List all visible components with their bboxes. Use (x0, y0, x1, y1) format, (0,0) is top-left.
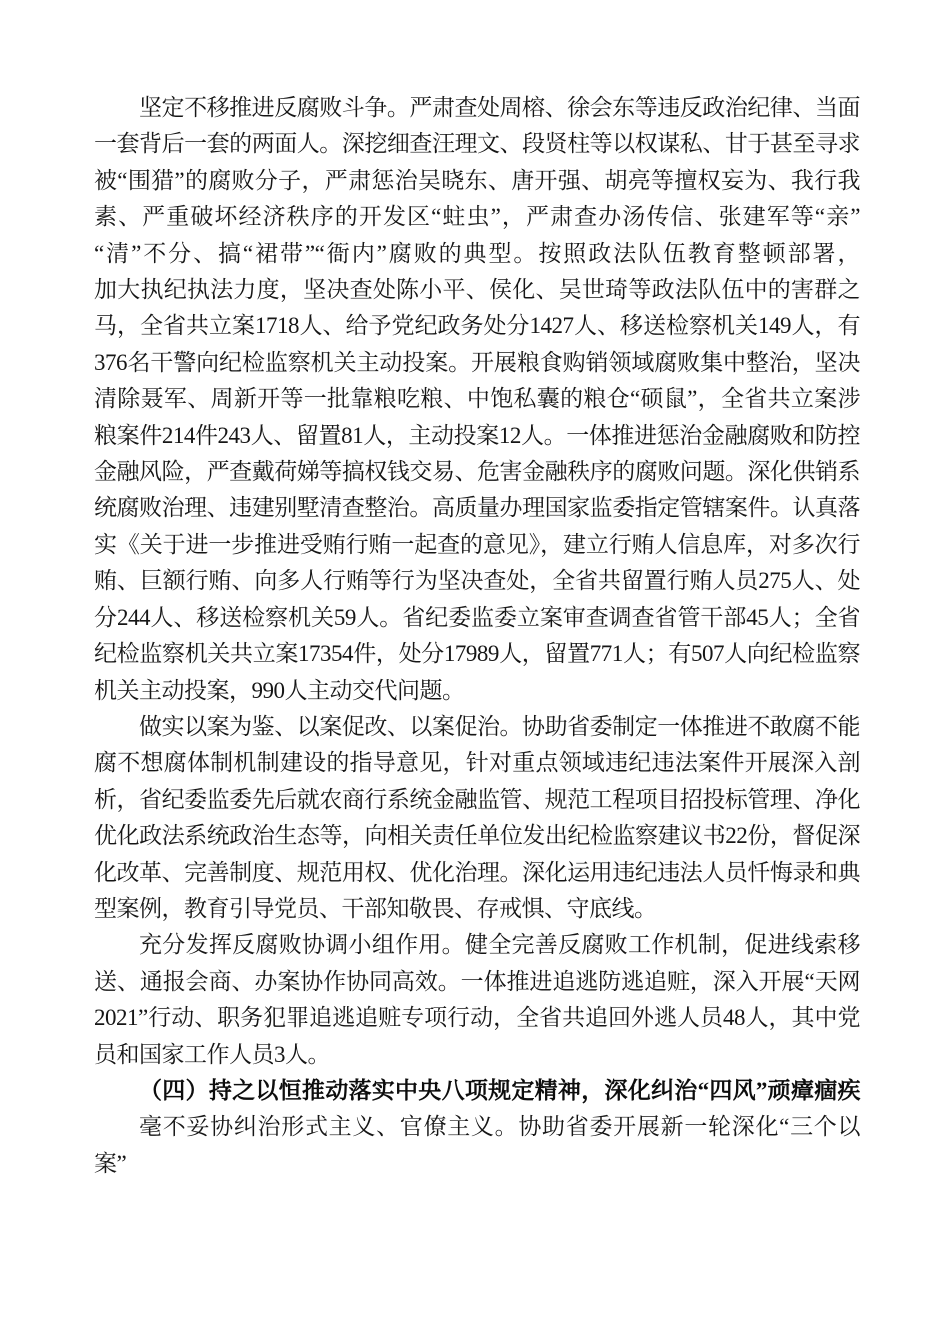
paragraph-line: 清除聂军、周新开等一批靠粮吃粮、中饱私囊的粮仓“硕鼠”，全省共立案涉 (94, 386, 860, 412)
paragraph-line: 实《关于进一步推进受贿行贿一起查的意见》，建立行贿人信息库，对多次行 (94, 531, 860, 557)
paragraph-line: 一套背后一套的两面人。深挖细查汪理文、段贤柱等以权谋私、甘于甚至寻求 (94, 131, 860, 157)
paragraph-line: 化改革、完善制度、规范用权、优化治理。深化运用违纪违法人员忏悔录和典 (94, 859, 860, 885)
paragraph-line: 送、通报会商、办案协作协同高效。一体推进追逃防逃追赃，深入开展“天网 (94, 968, 860, 994)
paragraph-line: 纪检监察机关共立案17354件，处分17989人，留置771人；有507人向纪检监察 (94, 641, 861, 667)
paragraph-line: 2021”行动、职务犯罪追逃追赃专项行动，全省共追回外逃人员48人，其中党 (94, 1005, 860, 1031)
paragraph-line: 做实以案为鉴、以案促改、以案促治。协助省委制定一体推进不敢腐不能 (139, 713, 860, 739)
paragraph-line: 金融风险，严查戴荷娣等搞权钱交易、危害金融秩序的腐败问题。深化供销系 (94, 459, 860, 485)
paragraph-line: 充分发挥反腐败协调小组作用。健全完善反腐败工作机制，促进线索移 (139, 932, 860, 958)
paragraph-line: 析，省纪委监委先后就农商行系统金融监管、规范工程项目招投标管理、净化 (94, 786, 860, 812)
heading-line: （四）持之以恒推动落实中央八项规定精神，深化纠治“四风”顽瘴痼疾 (139, 1077, 860, 1103)
paragraph-line: 机关主动投案，990人主动交代问题。 (94, 677, 465, 703)
paragraph-line: 贿、巨额行贿、向多人行贿等行为坚决查处，全省共留置行贿人员275人、处 (94, 568, 860, 594)
paragraph-line: 被“围猎”的腐败分子，严肃惩治吴晓东、唐开强、胡亮等擅权妄为、我行我 (94, 167, 860, 193)
paragraph-line: 优化政法系统政治生态等，向相关责任单位发出纪检监察建议书22份，督促深 (94, 823, 860, 849)
paragraph-line: 员和国家工作人员3人。 (94, 1041, 330, 1067)
paragraph-line: 腐不想腐体制机制建设的指导意见，针对重点领域违纪违法案件开展深入剖 (94, 750, 860, 776)
paragraph-line: 毫不妥协纠治形式主义、官僚主义。协助省委开展新一轮深化“三个以 (139, 1114, 860, 1140)
document-text (94, 90, 860, 1182)
paragraph-line: 马，全省共立案1718人、给予党纪政务处分1427人、移送检察机关149人，有 (94, 313, 860, 339)
paragraph-line: 统腐败治理、违建别墅清查整治。高质量办理国家监委指定管辖案件。认真落 (94, 495, 860, 521)
paragraph-line: 型案例，教育引导党员、干部知敬畏、存戒惧、守底线。 (94, 895, 657, 921)
paragraph-line: 376名干警向纪检监察机关主动投案。开展粮食购销领域腐败集中整治，坚决 (94, 349, 860, 375)
paragraph-line: “清”不分、搞“裙带”“衙内”腐败的典型。按照政法队伍教育整顿部署， (94, 240, 860, 266)
paragraph-line: 素、严重破坏经济秩序的开发区“蛀虫”，严肃查办汤传信、张建军等“亲” (94, 204, 860, 230)
paragraph-line: 坚定不移推进反腐败斗争。严肃查处周榕、徐会东等违反政治纪律、当面 (139, 95, 860, 120)
paragraph-line: 粮案件214件243人、留置81人，主动投案12人。一体推进惩治金融腐败和防控 (94, 422, 860, 448)
paragraph-line: 加大执纪执法力度，坚决查处陈小平、侯化、吴世琦等政法队伍中的害群之 (94, 277, 860, 303)
paragraph-line: 分244人、移送检察机关59人。省纪委监委立案审查调查省管干部45人；全省 (94, 604, 860, 630)
paragraph-line: 案” (94, 1150, 127, 1176)
